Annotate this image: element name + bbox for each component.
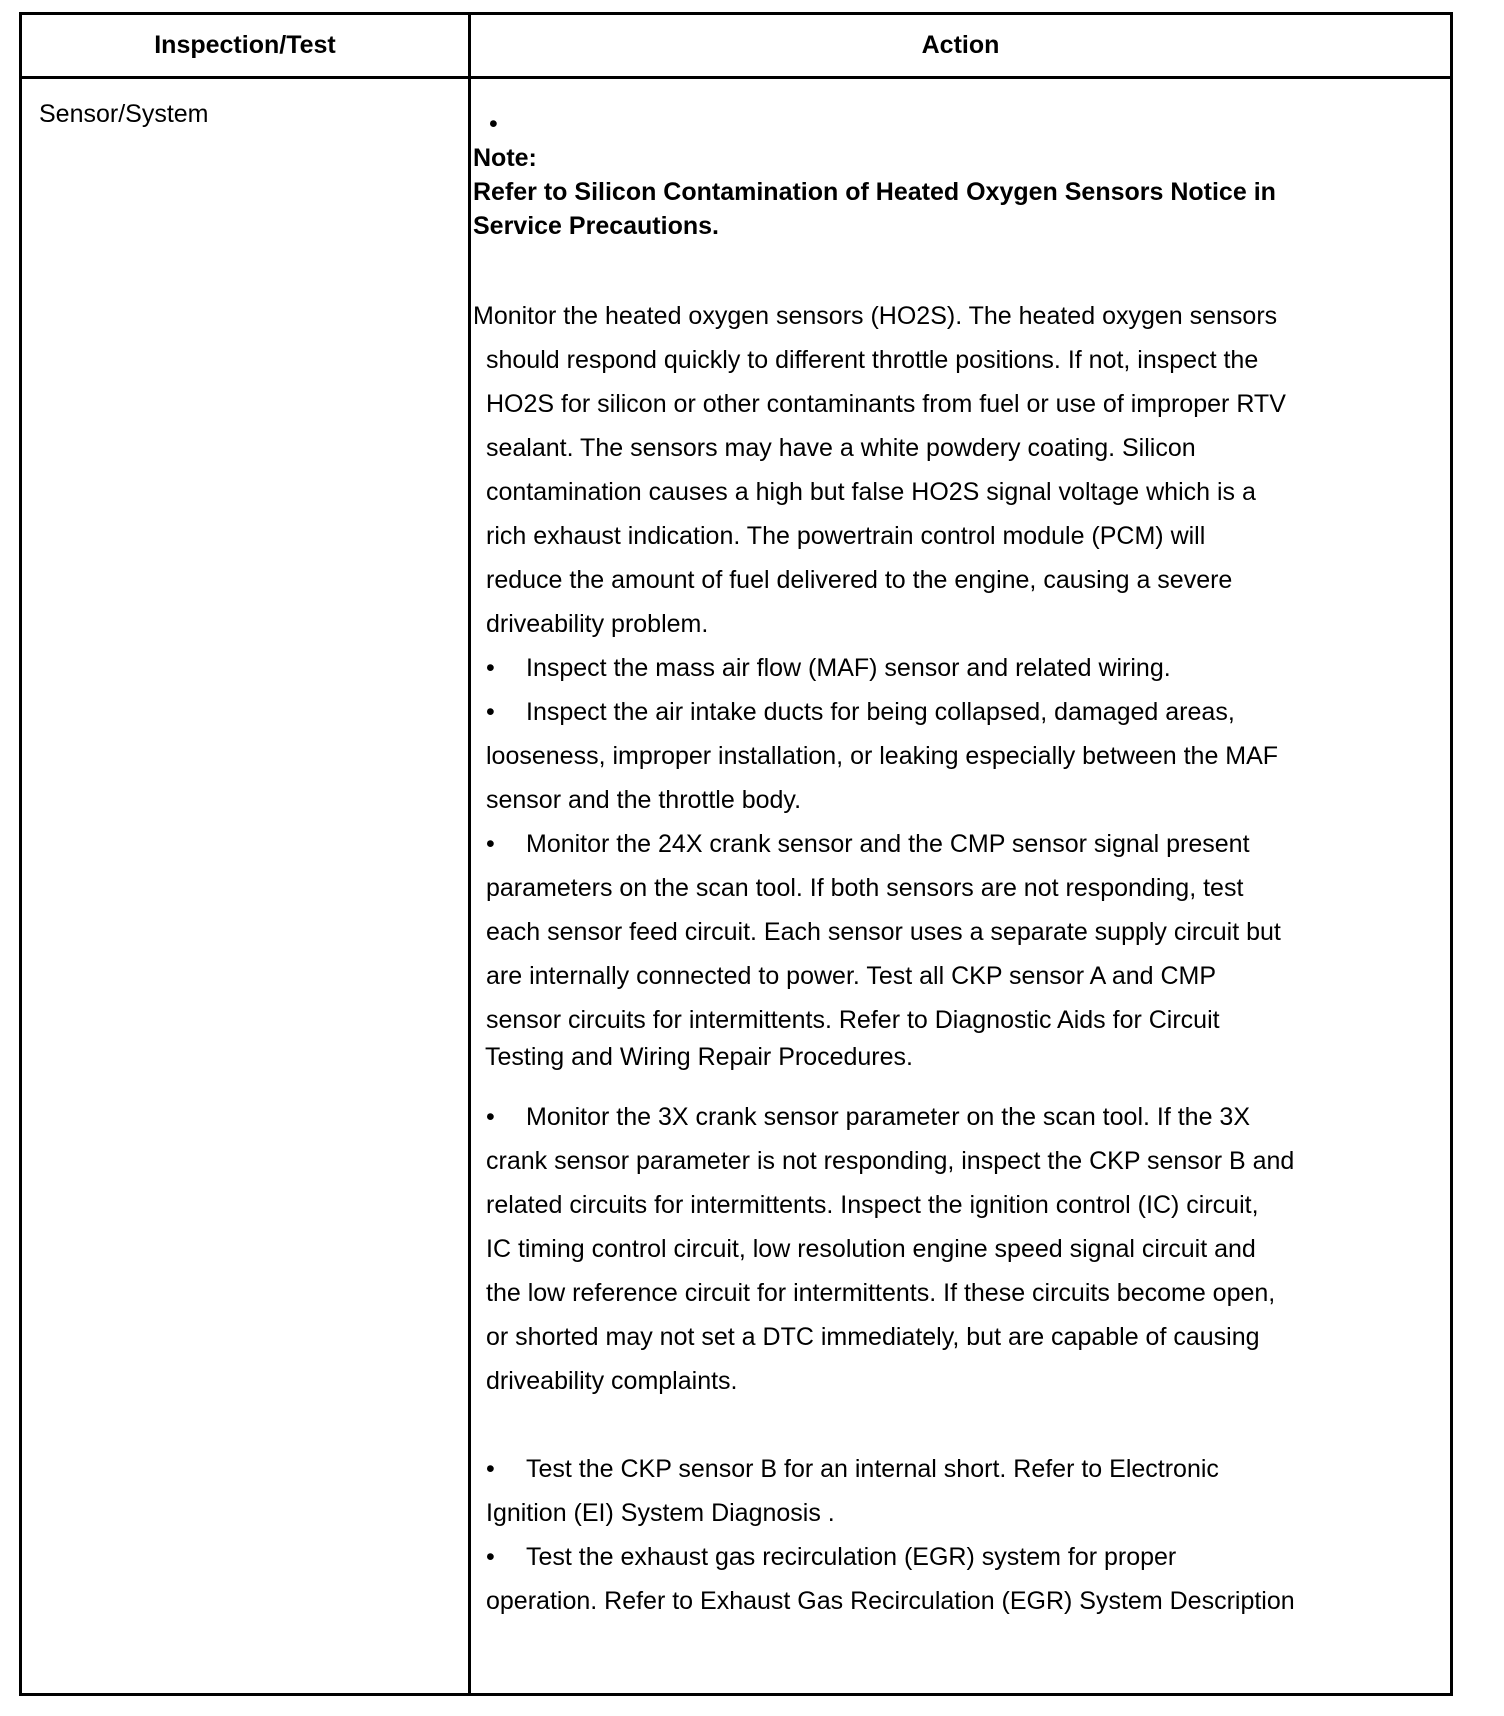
top-bullet: • — [489, 110, 498, 138]
text-line: looseness, improper installation, or leaking especially between the MAF — [486, 742, 1279, 770]
text-line: IC timing control circuit, low resolution engine speed signal circuit and — [486, 1235, 1256, 1263]
text-line: parameters on the scan tool. If both sensors are not responding, test — [486, 874, 1244, 902]
text-line: reduce the amount of fuel delivered to the engine, causing a severe — [486, 566, 1233, 594]
list-item-ducts — [473, 690, 1413, 734]
text-line: Test the CKP sensor B for an internal short. Refer to Electronic — [526, 1455, 1219, 1483]
bullet: • — [486, 654, 495, 682]
note-line-2: Service Precautions. — [473, 212, 719, 240]
cell-inspection: Sensor/System — [39, 100, 209, 128]
text-line: or shorted may not set a DTC immediately, but are capable of causing — [486, 1323, 1260, 1351]
text-line: contamination causes a high but false HO2S signal voltage which is a — [486, 478, 1256, 506]
text-line: Testing and Wiring Repair Procedures. — [485, 1043, 913, 1071]
text-line: Monitor the 24X crank sensor and the CMP sensor signal present — [526, 830, 1250, 858]
text-line: the low reference circuit for intermittents. If these circuits become open, — [486, 1279, 1276, 1307]
bullet: • — [486, 830, 495, 858]
ho2s-paragraph — [473, 294, 1413, 646]
text-line: sealant. The sensors may have a white powdery coating. Silicon — [486, 434, 1196, 462]
text-line: Monitor the 3X crank sensor parameter on the scan tool. If the 3X — [526, 1103, 1250, 1131]
text-line: driveability problem. — [486, 610, 709, 638]
text-line: sensor and the throttle body. — [486, 786, 802, 814]
text-line: Inspect the air intake ducts for being collapsed, damaged areas, — [526, 698, 1235, 726]
inspection-table — [19, 12, 1453, 1696]
list-item-24x-crank — [473, 822, 1413, 866]
text-line: Inspect the mass air flow (MAF) sensor and related wiring. — [526, 654, 1171, 682]
cell-action — [473, 107, 1413, 1623]
list-item-egr — [473, 1535, 1413, 1579]
text-line: should respond quickly to different throttle positions. If not, inspect the — [486, 346, 1259, 374]
list-item-ckp-b — [473, 1447, 1413, 1491]
text-line: operation. Refer to Exhaust Gas Recirculation (EGR) System Description — [486, 1587, 1295, 1615]
text-line: Ignition (EI) System Diagnosis . — [486, 1499, 835, 1527]
bullet: • — [486, 1543, 495, 1571]
column-divider — [468, 15, 471, 1693]
note-line-1: Refer to Silicon Contamination of Heated Oxygen Sensors Notice in — [473, 178, 1276, 206]
bullet: • — [486, 698, 495, 726]
header-action: Action — [921, 31, 1000, 59]
text-line: each sensor feed circuit. Each sensor uses a separate supply circuit but — [486, 918, 1281, 946]
text-line: related circuits for intermittents. Inspect the ignition control (IC) circuit, — [486, 1191, 1259, 1219]
text-line: Test the exhaust gas recirculation (EGR) system for proper — [526, 1543, 1177, 1571]
bullet: • — [486, 1103, 495, 1131]
text-line: are internally connected to power. Test all CKP sensor A and CMP — [486, 962, 1217, 990]
text-line: driveability complaints. — [486, 1367, 738, 1395]
bullet: • — [486, 1455, 495, 1483]
note-label: Note: — [473, 144, 537, 172]
list-item-maf — [473, 646, 1413, 690]
text-line: Monitor the heated oxygen sensors (HO2S). The heated oxygen sensors — [473, 302, 1278, 330]
text-line: crank sensor parameter is not responding, inspect the CKP sensor B and — [486, 1147, 1295, 1175]
table-header-row — [22, 15, 1450, 79]
text-line: HO2S for silicon or other contaminants from fuel or use of improper RTV — [486, 390, 1286, 418]
text-line: rich exhaust indication. The powertrain control module (PCM) will — [486, 522, 1206, 550]
list-item-3x-crank — [473, 1095, 1413, 1139]
text-line: sensor circuits for intermittents. Refer to Diagnostic Aids for Circuit — [486, 1006, 1220, 1034]
header-inspection-test: Inspection/Test — [154, 31, 336, 59]
